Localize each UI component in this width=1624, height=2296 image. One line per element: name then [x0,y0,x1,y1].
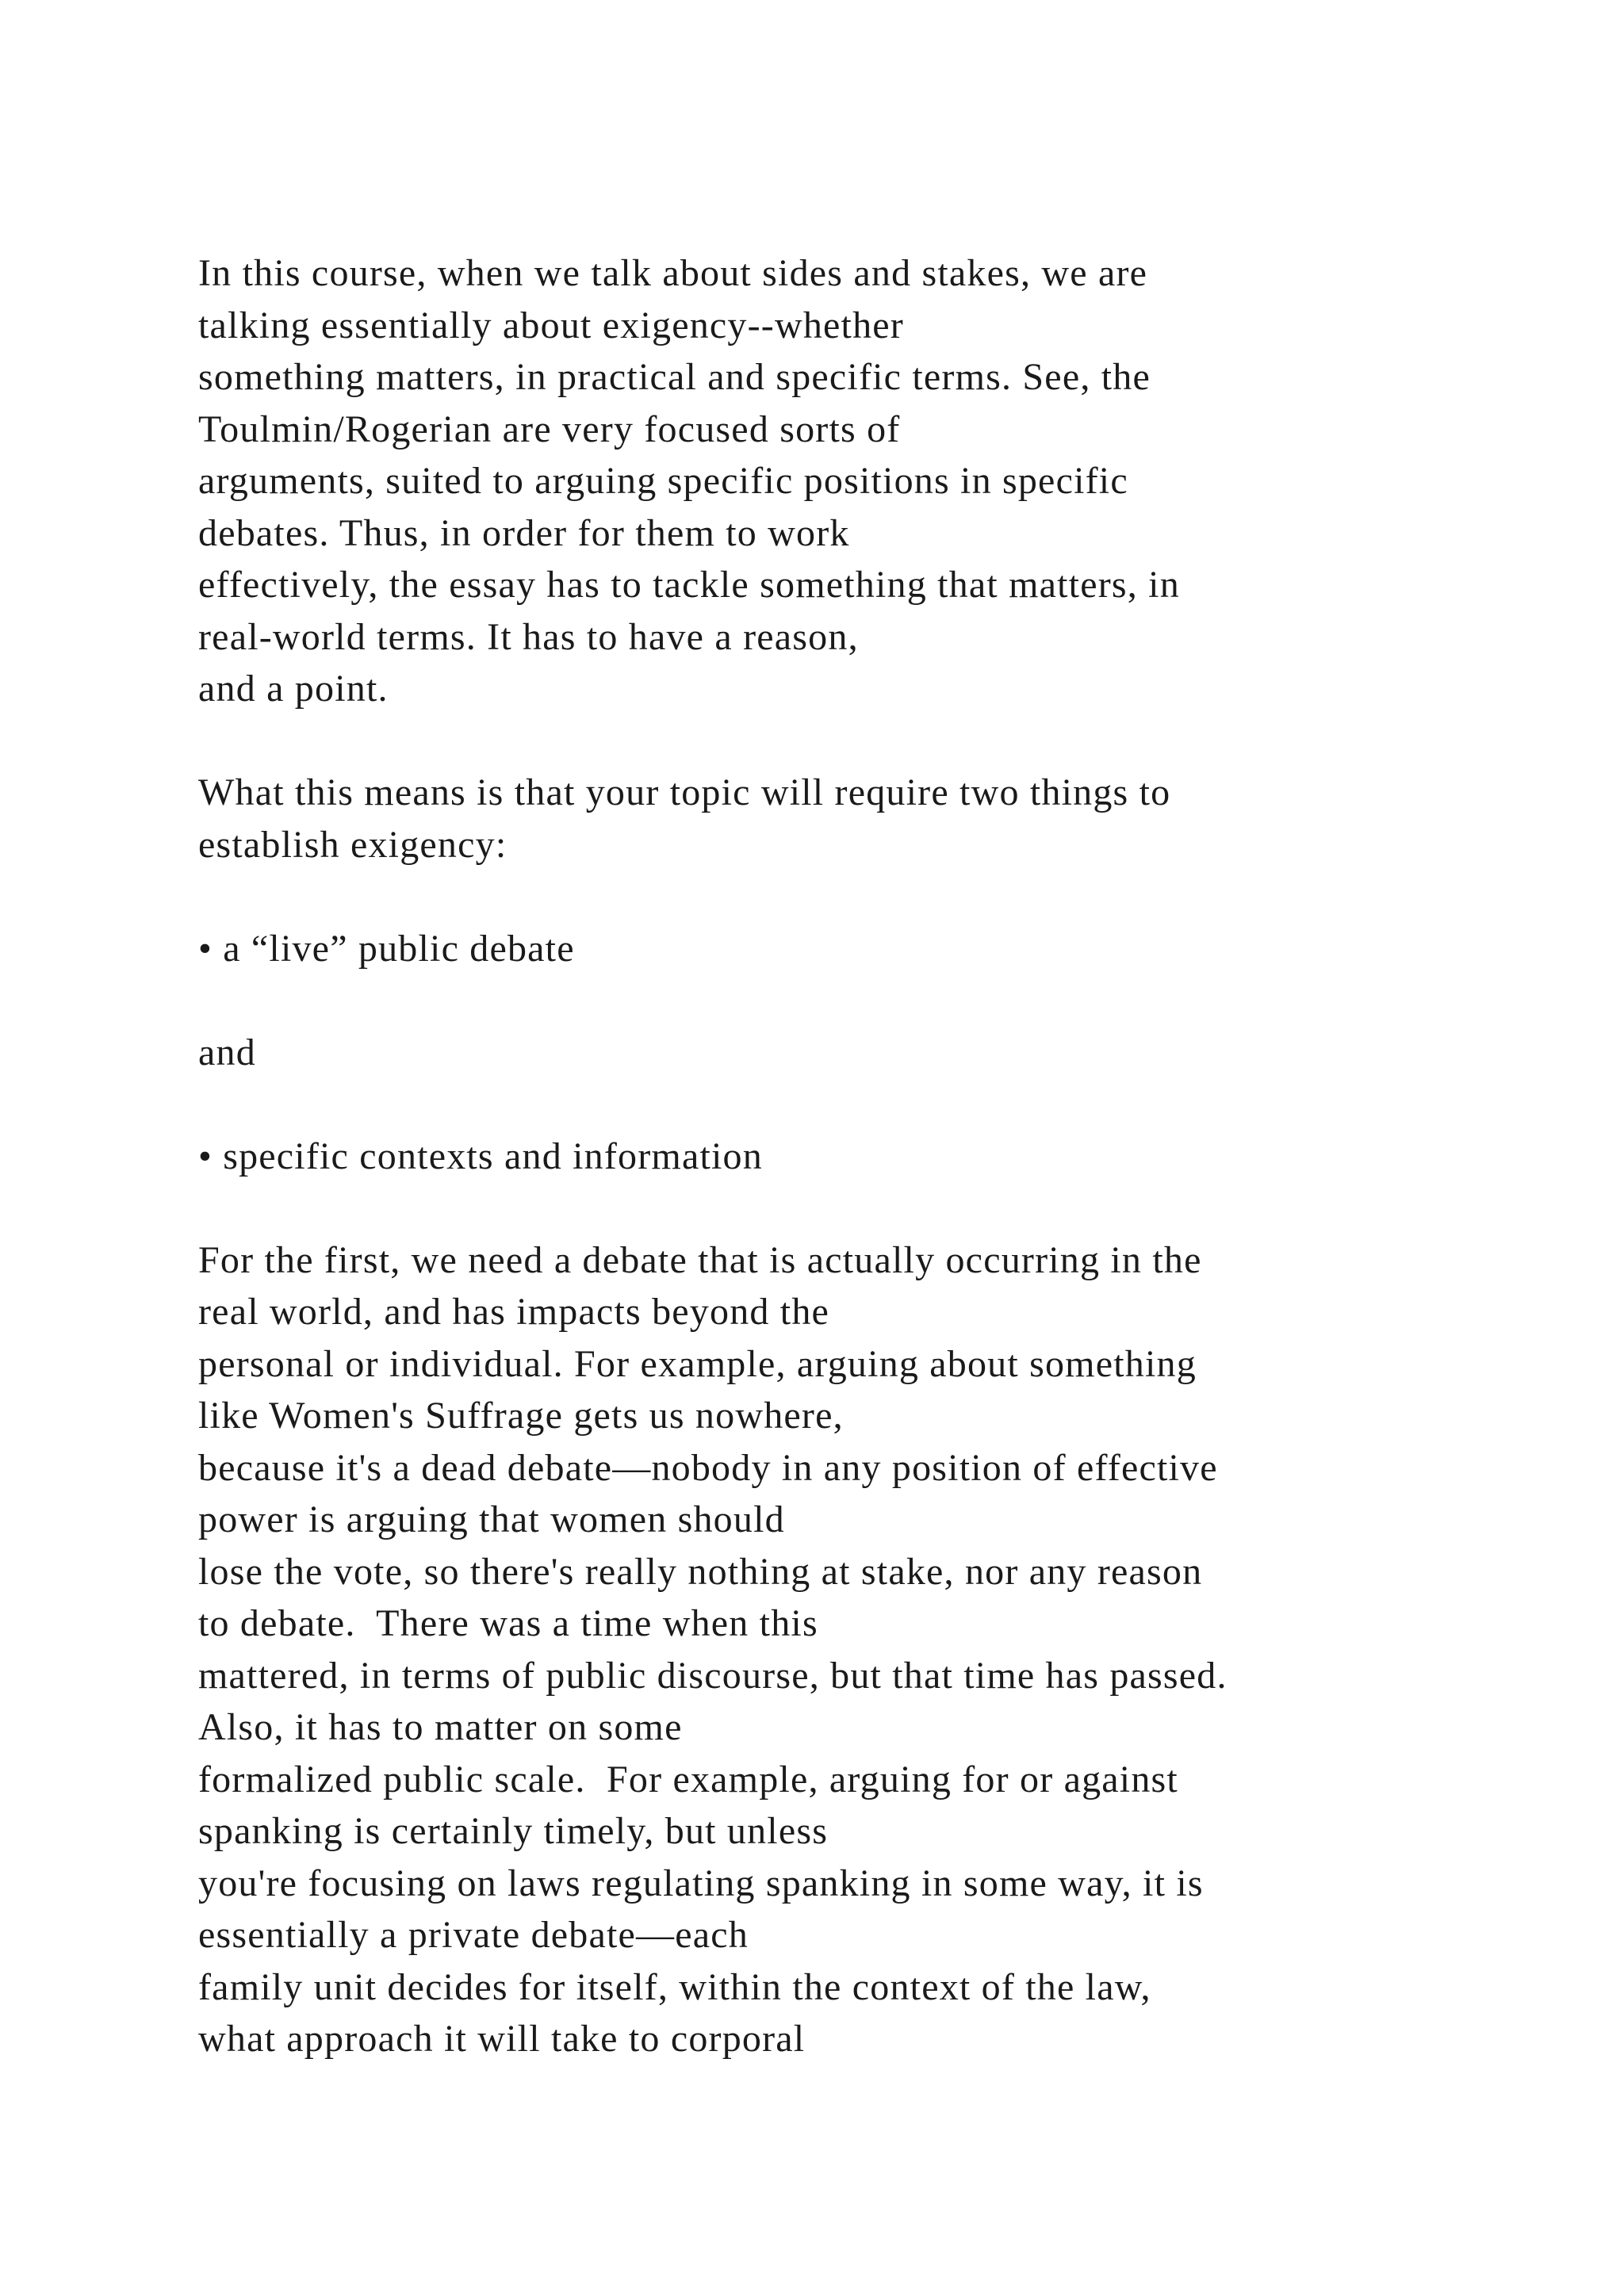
text-line: For the first, we need a debate that is actually occurring in the [198,1238,1202,1281]
blank-line [198,1078,1546,1131]
blank-line [198,715,1546,767]
text-line: because it's a dead debate—nobody in any position of effective [198,1446,1218,1489]
text-line: In this course, when we talk about sides and stakes, we are [198,252,1148,294]
text-line: essentially a private debate—each [198,1914,749,1956]
text-line: and [198,1031,256,1073]
text-line: formalized public scale. For example, arguing for or against [198,1758,1178,1800]
text-line: Also, it has to matter on some [198,1706,683,1748]
text-line: effectively, the essay has to tackle something that matters, in [198,564,1180,606]
text-line: Toulmin/Rogerian are very focused sorts of [198,408,901,450]
text-line: What this means is that your topic will require two things to [198,771,1171,813]
text-line: and a point. [198,668,389,710]
text-line: personal or individual. For example, arguing about something [198,1342,1197,1385]
text-line: power is arguing that women should [198,1498,785,1540]
bullet-item-specific-contexts: • specific contexts and information [198,1135,763,1177]
text-line: what approach it will take to corporal [198,2018,806,2060]
blank-line [198,1182,1546,1234]
text-line: establish exigency: [198,823,508,866]
text-line: debates. Thus, in order for them to work [198,511,850,554]
text-line: you're focusing on laws regulating spanking in some way, it is [198,1862,1204,1904]
document-body [198,247,1546,2065]
text-line: real-world terms. It has to have a reason, [198,615,859,658]
text-line: family unit decides for itself, within the context of the law, [198,1965,1151,2008]
text-line: real world, and has impacts beyond the [198,1291,830,1333]
text-line: mattered, in terms of public discourse, but that time has passed. [198,1654,1228,1697]
blank-line [198,871,1546,923]
text-line: talking essentially about exigency--whether [198,304,904,346]
text-line: lose the vote, so there's really nothing at stake, nor any reason [198,1550,1203,1593]
bullet-item-live-debate: • a “live” public debate [198,927,575,970]
text-line: like Women's Suffrage gets us nowhere, [198,1395,844,1437]
text-line: arguments, suited to arguing specific positions in specific [198,460,1128,502]
text-line: to debate. There was a time when this [198,1602,818,1644]
text-line: spanking is certainly timely, but unless [198,1810,829,1852]
blank-line [198,974,1546,1027]
text-line: something matters, in practical and specific terms. See, the [198,356,1151,398]
